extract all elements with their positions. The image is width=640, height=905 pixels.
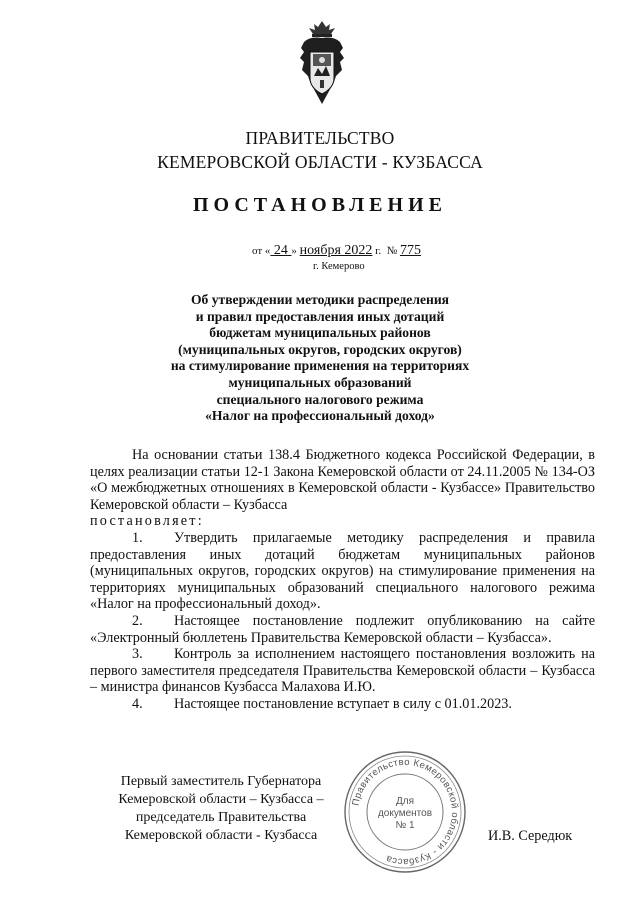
government-name-line2: КЕМЕРОВСКОЙ ОБЛАСТИ - КУЗБАССА (157, 152, 483, 172)
title-line: на стимулирование применения на территориях (170, 358, 470, 374)
title-line: муниципальных образований (228, 374, 412, 390)
item-number: 3. (132, 646, 143, 663)
city-name: г. Кемерово (313, 261, 365, 272)
list-item (90, 696, 595, 713)
title-line: бюджетам муниципальных районов (209, 325, 431, 341)
signatory-position (90, 773, 352, 845)
item-text: Контроль за исполнением настоящего постановления возложить на первого заместителя председателя Правительства Кемеровской области – Кузбасса – министра финансов Кузбасса Малахова И.Ю. (90, 646, 595, 696)
stamp-center-line: документов (377, 808, 433, 819)
preamble-paragraph: На основании статьи 138.4 Бюджетного кодекса Российской Федерации, в целях реализации статьи 12-1 Закона Кемеровской области от 24.11.2005 № 134-ОЗ «О межбюджетных отношениях в Кемеровской области - Кузбассе» Правительство Кемеровской области – Кузбасса (90, 447, 595, 513)
date-prefix: от « (252, 245, 271, 257)
title-line: (муниципальных округов, городских округов) (178, 341, 462, 357)
signer-name: И.В. Середюк (488, 828, 573, 844)
document-number: 775 (399, 243, 421, 258)
list-item (90, 613, 595, 646)
title-line: «Налог на профессиональный доход» (205, 408, 435, 424)
official-stamp (341, 748, 469, 876)
number-label: № (386, 245, 398, 257)
list-item (90, 530, 595, 613)
date-year-suffix: г. (375, 245, 382, 257)
date-number-line (252, 243, 421, 259)
title-line: Об утверждении методики распределения (190, 292, 450, 307)
document-title (120, 292, 520, 425)
stamp-center-line: Для (395, 796, 415, 807)
title-line: специального налогового режима (216, 391, 424, 407)
item-number: 2. (132, 612, 143, 629)
item-text: Утвердить прилагаемые методику распределения и правила предоставления иных дотаций бюджетам муниципальных районов (муниципальных округов, городских округов) на стимулирование применения на территориях муниципальных образований специального налогового режима «Налог на профессиональный доход». (90, 529, 595, 613)
item-text: Настоящее постановление вступает в силу с 01.01.2023. (174, 695, 512, 712)
item-text: Настоящее постановление подлежит опубликованию на сайте «Электронный бюллетень Правительства Кемеровской области – Кузбасса». (90, 612, 595, 646)
resolves-line: постановляет: (90, 513, 204, 530)
date-mid: » (291, 245, 297, 257)
position-line: Первый заместитель Губернатора (120, 774, 322, 789)
item-number: 1. (132, 529, 143, 546)
stamp-ring-text: Правительство Кемеровской области - Кузбасса (350, 756, 461, 868)
title-line: и правил предоставления иных дотаций (195, 308, 445, 324)
position-line: председатель Правительства (135, 810, 307, 825)
date-day: 24 (273, 243, 288, 258)
position-line: Кемеровской области – Кузбасса – (118, 792, 324, 807)
list-item (90, 646, 595, 696)
government-name-line1: ПРАВИТЕЛЬСТВО (245, 128, 395, 148)
document-body (90, 447, 595, 713)
document-type-heading: ПОСТАНОВЛЕНИЕ (193, 194, 447, 216)
stamp-center-line: № 1 (395, 820, 415, 831)
position-line: Кемеровской области - Кузбасса (124, 828, 318, 843)
item-number: 4. (132, 695, 143, 712)
coat-of-arms-emblem (296, 18, 348, 106)
date-month-year: ноября 2022 (299, 243, 373, 258)
